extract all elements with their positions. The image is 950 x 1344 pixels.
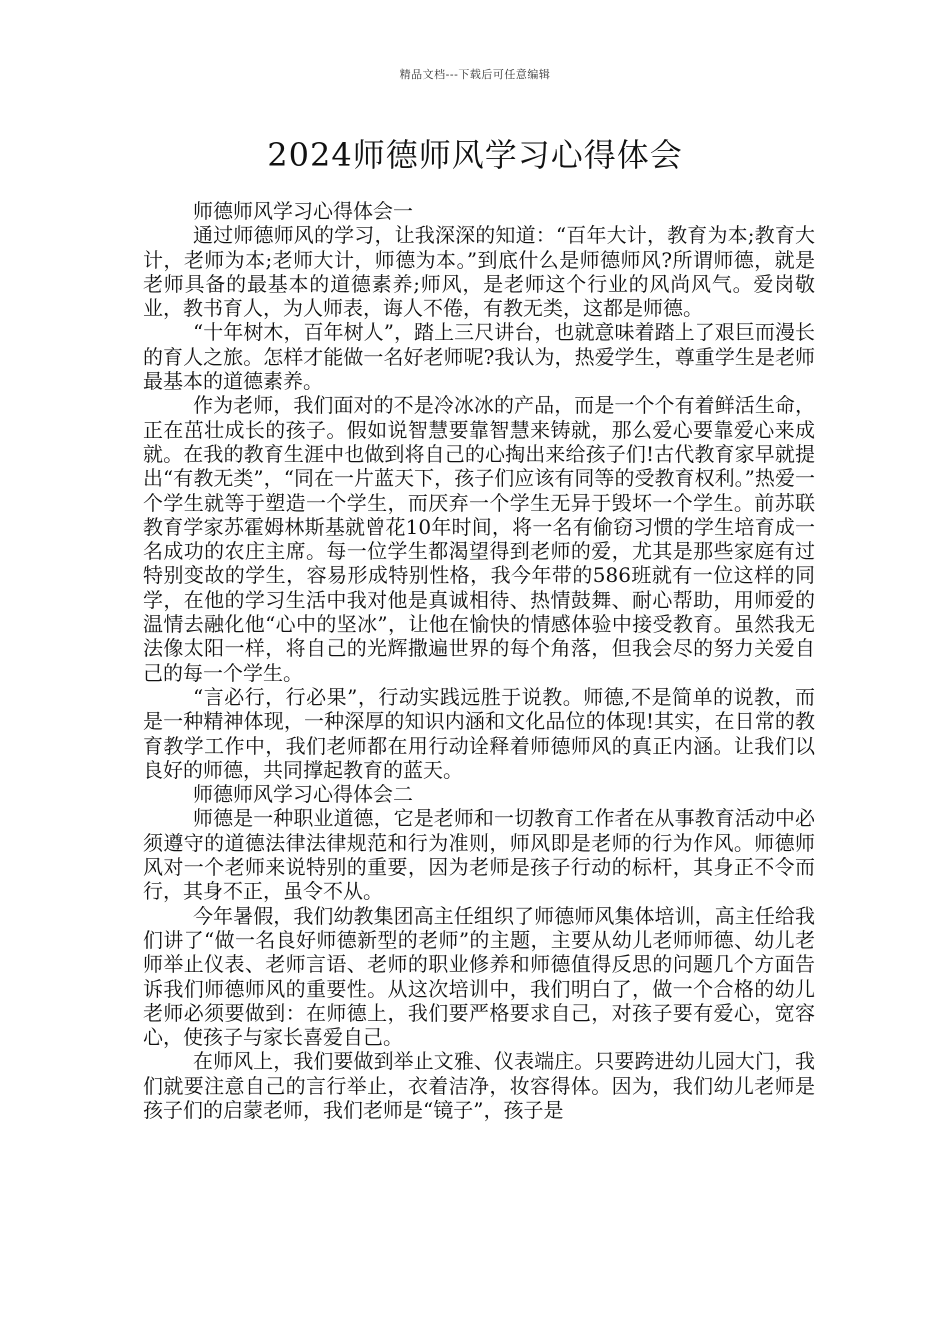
paragraph: “十年树木，百年树人”，踏上三尺讲台，也就意味着踏上了艰巨而漫长的育人之旅。怎样才能做一名好老师呢?我认为，热爱学生，尊重学生是老师最基本的道德素养。 — [143, 320, 815, 394]
document-title: 2024师德师风学习心得体会 — [267, 136, 683, 174]
paragraph: “言必行，行必果”，行动实践远胜于说教。师德,不是简单的说教，而是一种精神体现，一种深厚的知识内涵和文化品位的体现!其实，在日常的教育教学工作中，我们老师都在用行动诠释着师德师风的真正内涵。让我们以良好的师德，共同撑起教育的蓝天。 — [143, 684, 815, 782]
paragraph: 作为老师，我们面对的不是冷冰冰的产品，而是一个个有着鲜活生命，正在茁壮成长的孩子。假如说智慧要靠智慧来铸就，那么爱心要靠爱心来成就。在我的教育生涯中也做到将自己的心掏出来给孩子们!古代教育家早就提出“有教无类”，“同在一片蓝天下，孩子们应该有同等的受教育权利。”热爱一个学生就等于塑造一个学生，而厌弃一个学生无异于毁坏一个学生。前苏联教育学家苏霍姆林斯基就曾花10年时间，将一名有偷窃习惯的学生培育成一名成功的农庄主席。每一位学生都渴望得到老师的爱，尤其是那些家庭有过特别变故的学生，容易形成特别性格，我今年带的586班就有一位这样的同学，在他的学习生活中我对他是真诚相待、热情鼓舞、耐心帮助，用师爱的温情去融化他“心中的坚冰”，让他在愉快的情感体验中接受教育。虽然我无法像太阳一样，将自己的光辉撒遍世界的每个角落，但我会尽的努力关爱自己的每一个学生。 — [143, 393, 815, 685]
section-heading-1: 师德师风学习心得体会一 — [193, 199, 413, 223]
document-body — [143, 199, 815, 1122]
header-note: 精品文档---下载后可任意编辑 — [399, 68, 551, 81]
paragraph: 在师风上，我们要做到举止文雅、仪表端庄。只要跨进幼儿园大门，我们就要注意自己的言行举止，衣着洁净，妆容得体。因为，我们幼儿老师是孩子们的启蒙老师，我们老师是“镜子”，孩子是 — [143, 1049, 815, 1122]
paragraph: 通过师德师风的学习，让我深深的知道：“百年大计，教育为本;教育大计，老师为本;老师大计，师德为本。”到底什么是师德师风?所谓师德，就是老师具备的最基本的道德素养;师风，是老师这个行业的风尚风气。爱岗敬业，教书育人，为人师表，诲人不倦，有教无类，这都是师德。 — [143, 223, 815, 321]
paragraph: 师德是一种职业道德，它是老师和一切教育工作者在从事教育活动中必须遵守的道德法律法律规范和行为准则，师风即是老师的行为作风。师德师风对一个老师来说特别的重要，因为老师是孩子行动的标杆，其身正不令而行，其身不正，虽令不从。 — [143, 806, 815, 904]
paragraph: 今年暑假，我们幼教集团高主任组织了师德师风集体培训，高主任给我们讲了“做一名良好师德新型的老师”的主题，主要从幼儿老师师德、幼儿老师举止仪表、老师言语、老师的职业修养和师德值得反思的问题几个方面告诉我们师德师风的重要性。从这次培训中，我们明白了，做一个合格的幼儿老师必须要做到：在师德上，我们要严格要求自己，对孩子要有爱心，宽容心，使孩子与家长喜爱自己。 — [143, 903, 815, 1050]
section-heading-2: 师德师风学习心得体会二 — [193, 782, 413, 807]
